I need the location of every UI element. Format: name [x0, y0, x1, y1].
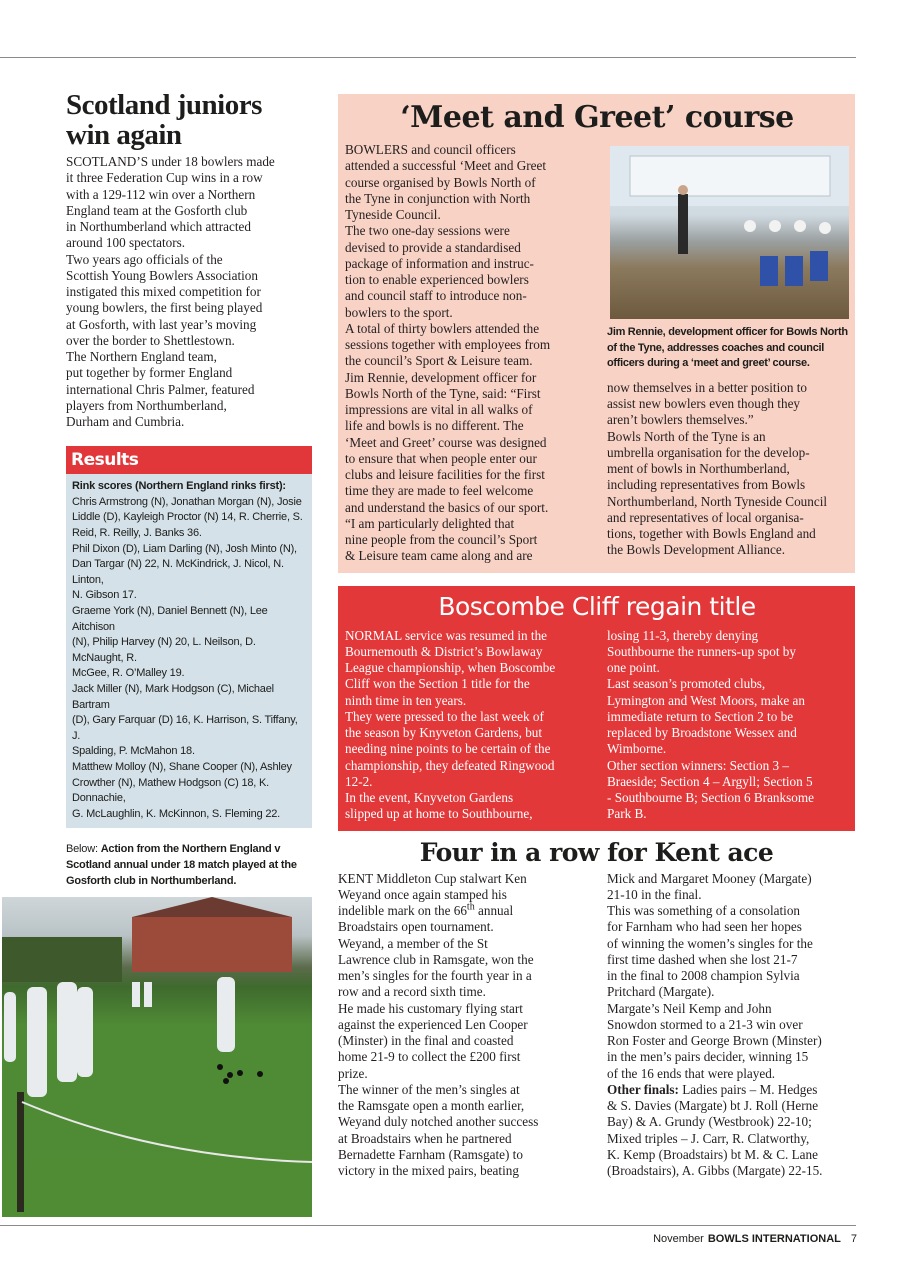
scotland-headline: Scotland juniors win again: [66, 89, 262, 151]
kent-col2-end: Ladies pairs – M. Hedges & S. Davies (Margate) bt J. Roll (Herne Bay) & A. Grundy (Westbrook) 22-10; Mixed triples – J. Carr, R. Clatworthy, K. Kemp (Broadstairs) bt M. & C. Lane (Broadstairs), A. Gibbs (Margate) 22-15.: [607, 1081, 823, 1178]
boscombe-article: [338, 586, 855, 831]
results-box: [66, 446, 312, 828]
photo-caption-juniors: [66, 842, 312, 889]
meet-right-column: [607, 142, 849, 565]
meeting-room-illustration: [610, 146, 849, 319]
left-column: [0, 90, 312, 1217]
kent-col2-start: Mick and Margaret Mooney (Margate) 21-10 in the final. This was something of a consolation for Farnham who had seen her hopes of winning the women’s singles for the first time dashed when she lost 21-7 in the final to 2008 champion Sylvia Pritchard (Margate). Margate’s Neil Kemp and John Snowdon stormed to a 21-3 win over Ron Foster and George Brown (Minster) in the men’s pairs decider, winning 15 of the 16 ends that were played.: [607, 870, 822, 1081]
results-scores: Chris Armstrong (N), Jonathan Morgan (N), Josie Liddle (D), Kayleigh Proctor (N) 14, R. Cherrie, S. Reid, R. Reilly, J. Banks 36. Phil Dixon (D), Liam Darling (N), Josh Minto (N), Dan Targar (N) 22, N. McKindrick, J. Nicol, N. Linton, N. Gibson 17. Graeme York (N), Daniel Bennett (N), Lee Aitchison (N), Philip Harvey (N) 20, L. Neilson, D. McNaught, R. McGee, R. O’Malley 19. Jack Miller (N), Mark Hodgson (C), Michael Bartram (D), Gary Farquar (D) 16, K. Harrison, S. Tiffany, J. Spalding, P. McMahon 18. Matthew Molloy (N), Shane Cooper (N), Ashley Crowther (N), Mathew Hodgson (C) 18, K. Donnachie, G. McLaughlin, K. McKinnon, S. Fleming 22.: [72, 495, 303, 820]
kent-col1: [338, 871, 600, 1180]
footer-month: November: [653, 1233, 704, 1246]
boscombe-col1: NORMAL service was resumed in the Bournemouth & District’s Bowlaway League championship, when Boscombe Cliff won the Section 1 title for the ninth time in ten years. They were pressed to the last week of the season by Knyveton Gardens, but needing nine points to be certain of the championship, they defeated Ringwood 12-2. In the event, Knyveton Gardens slipped up at home to Southbourne,: [345, 627, 556, 822]
meet-and-greet-article: [338, 94, 855, 573]
scotland-body: SCOTLAND’S under 18 bowlers made it three Federation Cup wins in a row with a 129-112 win over a Northern England team at the Gosforth club in Northumberland which attracted around 100 spectators. Two years ago officials of the Scottish Young Bowlers Association instigated this mixed competition for young bowlers, the first being played at Gosforth, with last year’s moving over the border to Shettlestown. The Northern England team, put together by former England international Chris Palmer, featured players from Northumberland, Durham and Cumbria.: [66, 154, 275, 429]
results-title: Results: [66, 446, 312, 474]
other-finals-label: Other finals:: [607, 1081, 679, 1097]
bowls-match-photo: [2, 897, 312, 1217]
page-footer: [653, 1233, 857, 1245]
caption-lead: Below:: [66, 843, 101, 856]
meet-col1: BOWLERS and council officers attended a successful ‘Meet and Greet course organised by Bowls North of the Tyne in conjunction with North Tyneside Council. The two one-day sessions were devised to provide a standardised package of information and instruc- tion to enable experienced bowlers and council staff to introduce non- bowlers to the sport. A total of thirty bowlers attended the sessions together with employees from the council’s Sport & Leisure team. Jim Rennie, development officer for Bowls North of the Tyne, said: “First impressions are vital in all walks of life and bowls is no different. The ‘Meet and Greet’ course was designed to ensure that when people enter our clubs and leisure facilities for the first time they are made to feel welcome and understand the basics of our sport. “I am particularly delighted that nine people from the council’s Sport & Leisure team came along and are: [345, 142, 551, 564]
bowls-green-illustration: [2, 897, 312, 1217]
meet-col2: now themselves in a better position to assist new bowlers even though they aren’t bowlers themselves.” Bowls North of the Tyne is an umbrella organisation for the develop- ment of bowls in Northumberland, including representatives from Bowls Northumberland, North Tyneside Council and representatives of local organisa- tions, together with Bowls England and the Bowls Development Alliance.: [607, 379, 828, 558]
meeting-photo: [610, 146, 849, 319]
footer-magazine: BOWLS INTERNATIONAL: [707, 1233, 841, 1246]
boscombe-col2: losing 11-3, thereby denying Southbourne the runners-up spot by one point. Last season’s promoted clubs, Lymington and West Moors, make an immediate return to Section 2 to be replaced by Broadstone Wessex and Wimborne. Other section winners: Section 3 – Braeside; Section 4 – Argyll; Section 5 - Southbourne B; Section 6 Branksome Park B.: [607, 627, 814, 822]
ordinal-suffix: th: [466, 901, 475, 913]
boscombe-headline: Boscombe Cliff regain title: [438, 591, 756, 621]
page-number: 7: [850, 1233, 857, 1246]
kent-col2: [607, 871, 855, 1180]
kent-col1-rest: annual Broadstairs open tournament. Weyand, a member of the St Lawrence club in Ramsgate, won the men’s singles for the fourth year in a row and a record sixth time. He made his customary flying start against the experienced Len Cooper (Minster) in the final and coasted home 21-9 to collect the £200 first prize. The winner of the men’s singles at the Ramsgate open a month earlier, Weyand duly notched another success at Broadstairs when he partnered Bernadette Farnham (Ramsgate) to victory in the mixed pairs, beating: [338, 903, 539, 1178]
caption-text: Action from the Northern England v Scotland annual under 18 match played at the Gosforth club in Northumberland.: [66, 843, 297, 887]
results-subtitle: Rink scores (Northern England rinks first):: [72, 480, 286, 493]
kent-headline: Four in a row for Kent ace: [419, 837, 774, 867]
top-rule: [0, 57, 856, 58]
meet-headline: ‘Meet and Greet’ course: [400, 100, 794, 135]
meet-photo-caption: Jim Rennie, development officer for Bowls North of the Tyne, addresses coaches and council officers during a ‘meet and greet’ course.: [607, 326, 848, 370]
results-text: [66, 474, 312, 822]
bottom-rule: [0, 1225, 856, 1226]
kent-col1-start: KENT Middleton Cup stalwart Ken Weyand once again stamped his indelible mark on the 66: [338, 870, 527, 918]
right-column: [338, 94, 855, 1179]
kent-article: [338, 837, 855, 1180]
